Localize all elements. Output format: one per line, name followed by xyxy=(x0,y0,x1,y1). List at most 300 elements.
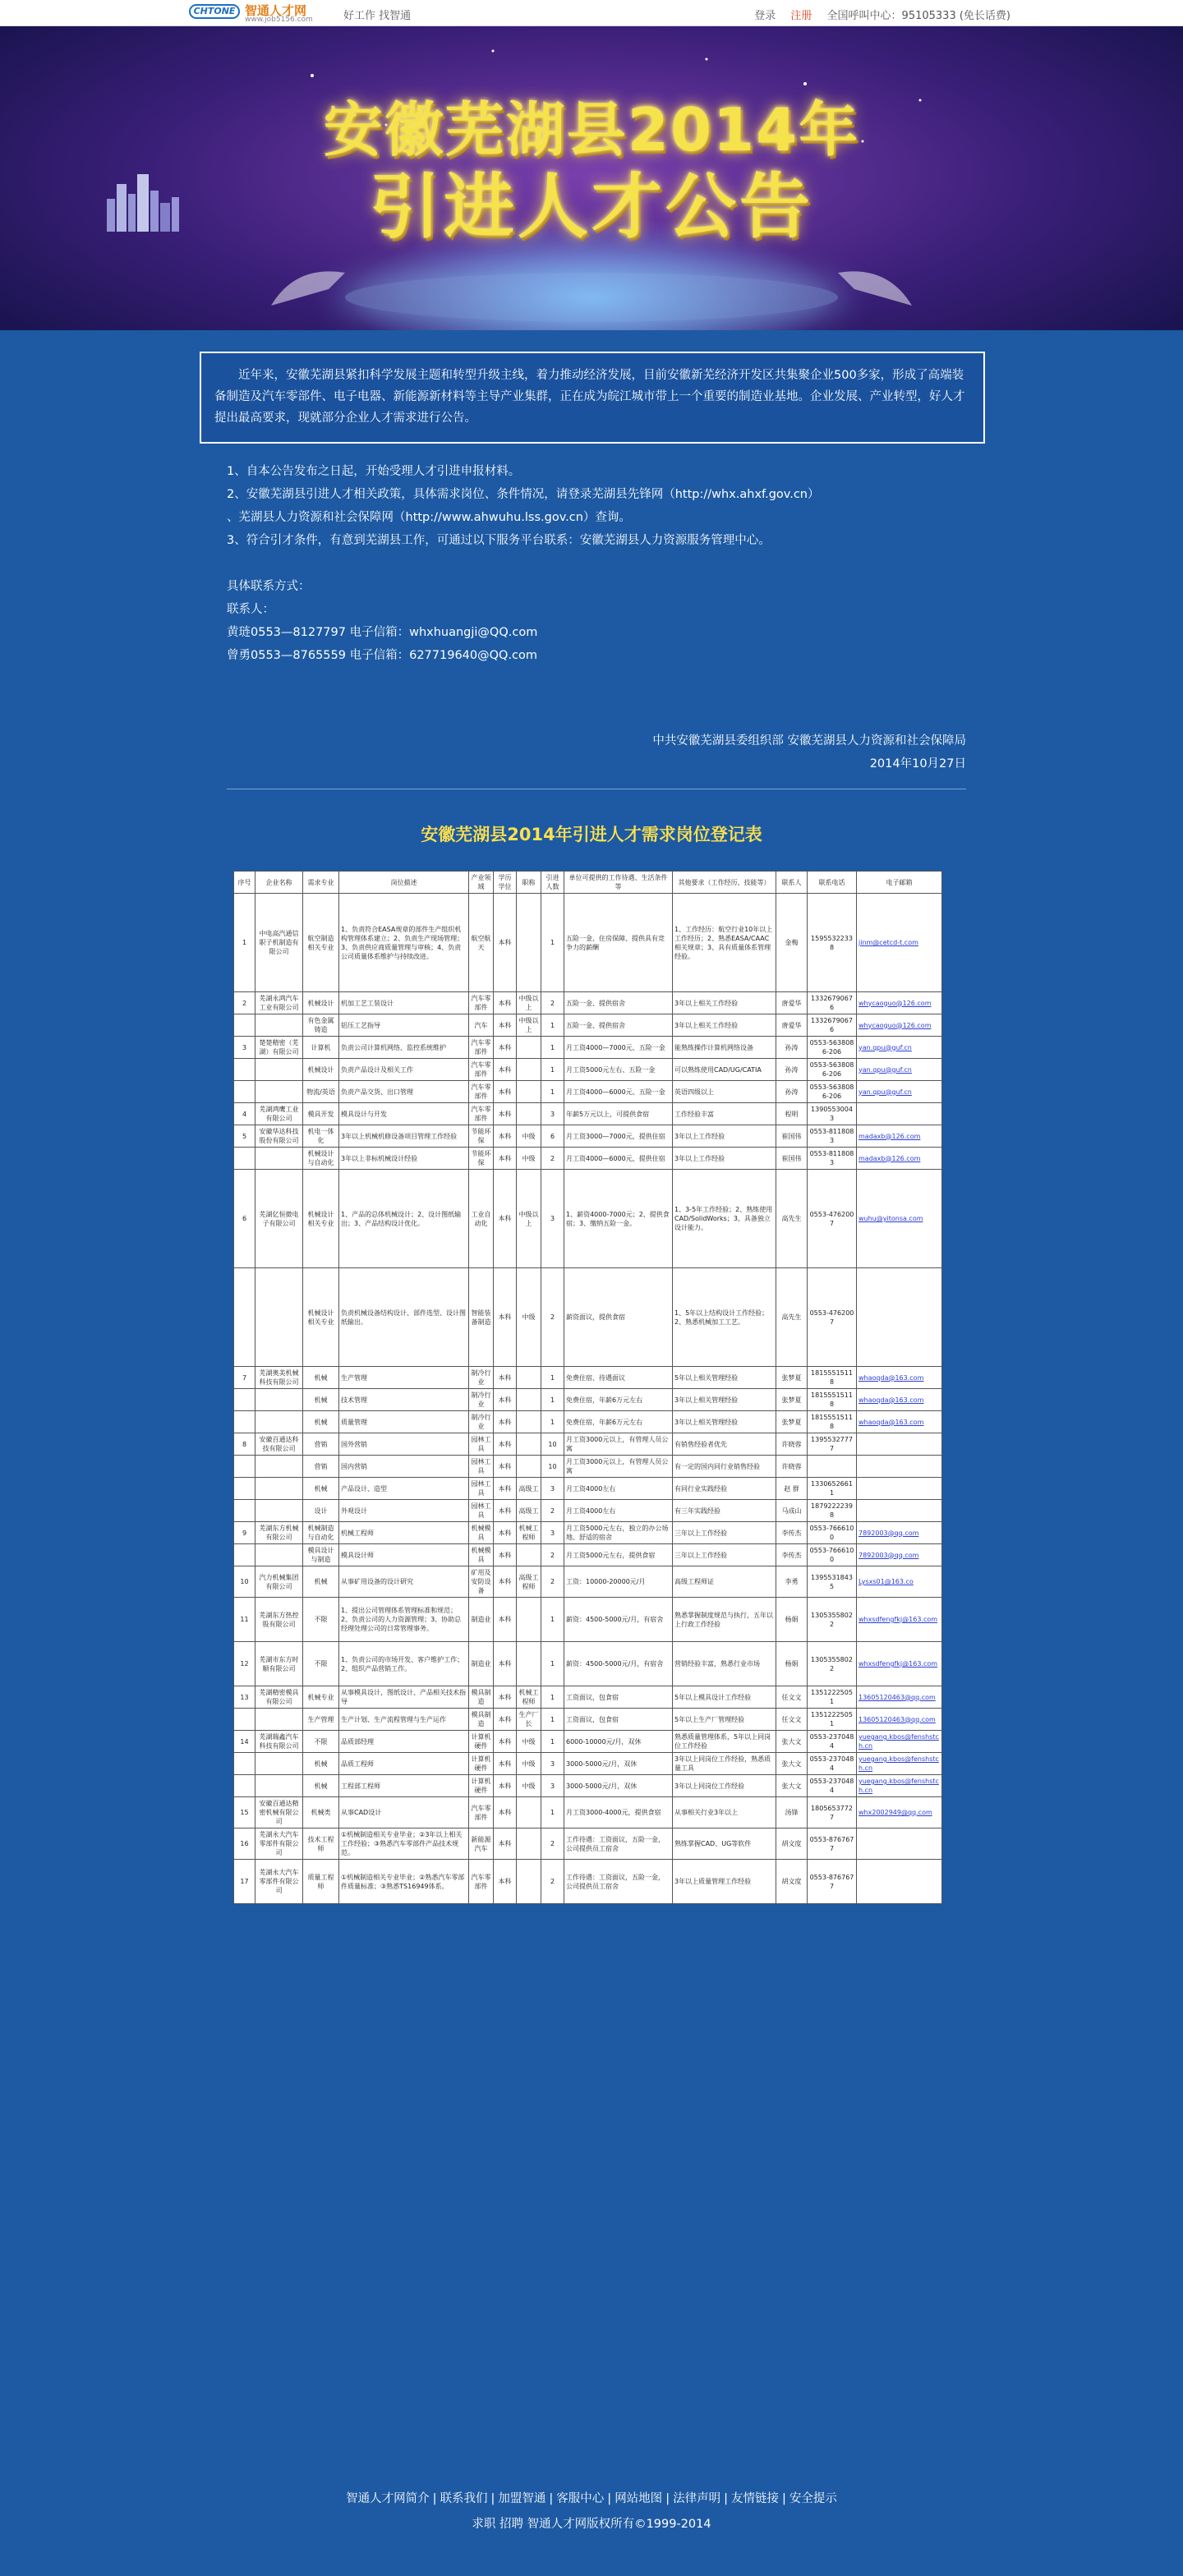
email-cell[interactable]: Lysxs01@163.co xyxy=(857,1566,942,1598)
table-cell: 中级 xyxy=(517,1148,541,1170)
table-cell: 1 xyxy=(541,1037,564,1059)
table-cell: 胡文度 xyxy=(776,1828,808,1860)
table-cell: 任文文 xyxy=(776,1686,808,1709)
table-cell: 负责产品交货、出口管理 xyxy=(339,1081,469,1103)
table-cell: 航空航天 xyxy=(469,894,494,992)
footer-separator: | xyxy=(432,2492,437,2505)
table-cell: 计算机硬件 xyxy=(469,1753,494,1775)
table-cell: 从事矿用设备的设计研究 xyxy=(339,1566,469,1598)
table-cell xyxy=(517,894,541,992)
table-cell: 生产管理 xyxy=(339,1367,469,1389)
table-cell: 制造业 xyxy=(469,1642,494,1686)
table-cell: 月工资3000元以上，有管理人员公寓 xyxy=(564,1456,673,1478)
table-cell: 安徽百通达科技有限公司 xyxy=(255,1433,303,1456)
table-cell: 机械 xyxy=(303,1367,339,1389)
table-cell: 负责机械设备结构设计、部件选型、设计图纸输出。 xyxy=(339,1268,469,1367)
table-cell xyxy=(517,1598,541,1642)
email-cell[interactable]: 7892003@qq.com xyxy=(857,1522,942,1544)
table-cell: 程明 xyxy=(776,1103,808,1125)
logo-name: 智通人才网 xyxy=(245,3,307,18)
table-cell: 园林工具 xyxy=(469,1500,494,1522)
table-cell: 新能源汽车 xyxy=(469,1828,494,1860)
table-cell: 本科 xyxy=(494,1411,517,1433)
table-cell: 3 xyxy=(234,1037,255,1059)
table-cell: 本科 xyxy=(494,1775,517,1797)
table-cell: 中级 xyxy=(517,1125,541,1148)
table-cell: 3 xyxy=(541,1478,564,1500)
table-row xyxy=(234,1566,942,1598)
job-table xyxy=(233,871,942,1904)
table-cell: 0553-8118083 xyxy=(808,1148,857,1170)
table-cell xyxy=(517,1059,541,1081)
table-cell: 园林工具 xyxy=(469,1478,494,1500)
table-cell: 1 xyxy=(541,1389,564,1411)
table-cell: 6000-10000元/月，双休 xyxy=(564,1731,673,1753)
table-cell: 高先生 xyxy=(776,1268,808,1367)
register-link[interactable]: 注册 xyxy=(790,10,812,22)
table-cell: 13905530043 xyxy=(808,1103,857,1125)
table-cell: 品质工程师 xyxy=(339,1753,469,1775)
table-cell: 机电一体化 xyxy=(303,1125,339,1148)
table-row xyxy=(234,1081,942,1103)
table-cell xyxy=(255,1753,303,1775)
table-cell: 3年以上质量管理工作经验 xyxy=(673,1860,776,1904)
table-cell: 0553-8767677 xyxy=(808,1828,857,1860)
table-cell: 计算机硬件 xyxy=(469,1775,494,1797)
table-cell: 机械工程师 xyxy=(517,1686,541,1709)
email-cell[interactable]: whaoqda@163.com xyxy=(857,1367,942,1389)
table-cell: 2 xyxy=(541,1860,564,1904)
table-cell: 崔国伟 xyxy=(776,1125,808,1148)
table-cell: 金梅 xyxy=(776,894,808,992)
table-cell: 3 xyxy=(541,1103,564,1125)
table-cell: 楚楚精密（芜湖）有限公司 xyxy=(255,1037,303,1059)
table-cell xyxy=(255,1544,303,1566)
table-cell: 李传杰 xyxy=(776,1522,808,1544)
table-cell: 机械模具 xyxy=(469,1522,494,1544)
table-row xyxy=(234,1709,942,1731)
table-cell: 不限 xyxy=(303,1598,339,1642)
table-cell: 3年以上相关工作经验 xyxy=(673,992,776,1014)
email-cell[interactable]: whycaoguo@126.com xyxy=(857,1014,942,1037)
table-cell: 9 xyxy=(234,1522,255,1544)
table-cell: 机械设计相关专业 xyxy=(303,1268,339,1367)
table-cell: 薪资面议，提供食宿 xyxy=(564,1268,673,1367)
logo-mark: CHTONE xyxy=(189,4,240,19)
table-row xyxy=(234,1775,942,1797)
table-cell: 月工资4000—6000元，提供住宿 xyxy=(564,1148,673,1170)
table-cell xyxy=(234,1148,255,1170)
table-cell: 13053558022 xyxy=(808,1642,857,1686)
table-body xyxy=(234,894,942,1904)
table-cell: 本科 xyxy=(494,1456,517,1478)
table-cell: 机械模具 xyxy=(469,1544,494,1566)
table-row xyxy=(234,1797,942,1828)
banner xyxy=(0,26,1183,330)
table-cell: 品质部经理 xyxy=(339,1731,469,1753)
table-cell: 本科 xyxy=(494,1433,517,1456)
table-cell: 机械 xyxy=(303,1775,339,1797)
table-cell: 芜湖瑞鑫汽车科技有限公司 xyxy=(255,1731,303,1753)
banner-stage-glow xyxy=(345,273,838,322)
table-cell: 本科 xyxy=(494,1059,517,1081)
table-cell: 1、提出公司管理体系管理标准和规范；2、负责公司的人力资源管理；3、协助总经理处理公司的日常管理事务。 xyxy=(339,1598,469,1642)
table-cell: 模具设计师 xyxy=(339,1544,469,1566)
table-cell: 18056537727 xyxy=(808,1797,857,1828)
table-cell: 孙涛 xyxy=(776,1037,808,1059)
table-cell: 芜湖东方机械有限公司 xyxy=(255,1522,303,1544)
table-cell: 0553-7666100 xyxy=(808,1544,857,1566)
table-cell: 外观设计 xyxy=(339,1500,469,1522)
table-cell xyxy=(234,1268,255,1367)
table-header-cell: 单位可提供的工作待遇、生活条件等 xyxy=(564,872,673,894)
table-cell: 7 xyxy=(234,1367,255,1389)
table-cell: 本科 xyxy=(494,992,517,1014)
table-cell: 本科 xyxy=(494,1522,517,1544)
table-cell: ①机械制造相关专业毕业；②熟悉汽车零部件质量标准；③熟悉TS16949体系。 xyxy=(339,1860,469,1904)
table-cell: 10 xyxy=(541,1433,564,1456)
table-cell: 10 xyxy=(541,1456,564,1478)
table-header-cell: 学历学位 xyxy=(494,872,517,894)
table-cell: 汽车零部件 xyxy=(469,1059,494,1081)
table-cell: 不限 xyxy=(303,1642,339,1686)
table-cell: 3年以上同岗位工作经验，熟悉质量工具 xyxy=(673,1753,776,1775)
table-header-cell: 其他要求（工作经历、技能等） xyxy=(673,872,776,894)
table-cell: 本科 xyxy=(494,1125,517,1148)
table-cell: 6 xyxy=(234,1170,255,1268)
table-row xyxy=(234,1268,942,1367)
table-cell: 1 xyxy=(541,1367,564,1389)
table-cell: 汽力机械集团有限公司 xyxy=(255,1566,303,1598)
table-cell: 本科 xyxy=(494,1389,517,1411)
table-cell: 13 xyxy=(234,1686,255,1709)
table-cell: 汽车零部件 xyxy=(469,992,494,1014)
contact-1: 黄琏0553—8127797 电子信箱：whxhuangji@QQ.com xyxy=(227,626,538,639)
table-cell: 0553-8118083 xyxy=(808,1125,857,1148)
footer-link[interactable]: 客服中心 xyxy=(556,2492,605,2505)
table-cell: 芜湖鸿鹰工业有限公司 xyxy=(255,1103,303,1125)
table-cell: 中级 xyxy=(517,1753,541,1775)
table-cell: 1、工作经历：航空行业10年以上工作经历；2、熟悉EASA/CAAC相关规章；3、具有质量体系管理经验。 xyxy=(673,894,776,992)
table-cell: 1、5年以上结构设计工作经验；2、熟悉机械加工工艺。 xyxy=(673,1268,776,1367)
table-cell xyxy=(517,1797,541,1828)
table-cell: 免费住宿，年薪6万元左右 xyxy=(564,1411,673,1433)
email-cell[interactable]: yan.qpu@guf.cn xyxy=(857,1059,942,1081)
table-cell: 芜湖奥美机械科技有限公司 xyxy=(255,1367,303,1389)
table-cell: 本科 xyxy=(494,1367,517,1389)
table-cell: 14 xyxy=(234,1731,255,1753)
table-cell: 本科 xyxy=(494,1709,517,1731)
footer-link[interactable]: 网站地图 xyxy=(615,2492,663,2505)
table-cell: 杨娟 xyxy=(776,1642,808,1686)
table-cell: 高级工 xyxy=(517,1478,541,1500)
table-cell: 机械工程师 xyxy=(517,1522,541,1544)
table-cell: 机加工艺工装设计 xyxy=(339,992,469,1014)
table-cell: 3年以上工作经验 xyxy=(673,1125,776,1148)
table-cell: 从事相关行业3年以上 xyxy=(673,1797,776,1828)
table-cell xyxy=(517,1828,541,1860)
signature-org: 中共安徽芜湖县委组织部 安徽芜湖县人力资源和社会保障局 xyxy=(652,734,966,748)
table-cell: 0553-4762007 xyxy=(808,1268,857,1367)
table-cell: 熟悉掌握制度规范与执行，五年以上行政工作经验 xyxy=(673,1598,776,1642)
email-cell[interactable]: madaxb@126.com xyxy=(857,1148,942,1170)
table-cell: 1 xyxy=(541,1797,564,1828)
top-right-links xyxy=(754,7,1010,22)
table-cell: 月工资5000元左右，提供食宿 xyxy=(564,1544,673,1566)
table-cell: 18155515118 xyxy=(808,1411,857,1433)
table-cell xyxy=(255,1081,303,1103)
table-cell: 杨娟 xyxy=(776,1598,808,1642)
table-cell xyxy=(234,1411,255,1433)
table-cell: 5年以上模具设计工作经验 xyxy=(673,1686,776,1709)
footer-link[interactable]: 联系我们 xyxy=(440,2492,488,2505)
email-cell[interactable]: 7892003@qq.com xyxy=(857,1544,942,1566)
table-cell: 节能环保 xyxy=(469,1148,494,1170)
table-cell: 高先生 xyxy=(776,1170,808,1268)
table-cell: 熟练掌握CAD、UG等软件 xyxy=(673,1828,776,1860)
footer xyxy=(0,2489,1183,2532)
table-row xyxy=(234,1125,942,1148)
table-cell: 12 xyxy=(234,1642,255,1686)
table-cell: 薪资：4500-5000元/月，有宿舍 xyxy=(564,1642,673,1686)
footer-separator: | xyxy=(490,2492,495,2505)
table-cell: 汽车零部件 xyxy=(469,1081,494,1103)
table-cell xyxy=(517,1433,541,1456)
table-cell: 月工资3000元以上，有管理人员公寓 xyxy=(564,1433,673,1456)
table-cell: 本科 xyxy=(494,1037,517,1059)
table-cell: 制冷行业 xyxy=(469,1367,494,1389)
table-cell: ①机械制造相关专业毕业；②3年以上相关工作经验；③熟悉汽车零部件产品技术规范。 xyxy=(339,1828,469,1860)
table-cell: 0553-7666100 xyxy=(808,1522,857,1544)
table-cell: 5 xyxy=(234,1125,255,1148)
table-cell: 张大文 xyxy=(776,1753,808,1775)
email-cell[interactable]: yan.qpu@guf.cn xyxy=(857,1081,942,1103)
intro-text: 近年来，安徽芜湖县紧扣科学发展主题和转型升级主线，着力推动经济发展，目前安徽新芜经济开发区共集聚企业500多家，形成了高端装备制造及汽车零部件、电子电器、新能源新材料等主导产业集群，正在成为皖江城市带上一个重要的制造业基地。企业发展、产业转型，好人才提出最高要求，现就部分企业人才需求进行公告。 xyxy=(214,369,965,425)
table-cell: 8 xyxy=(234,1433,255,1456)
table-cell: 三年以上工作经验 xyxy=(673,1522,776,1544)
email-cell[interactable]: yuegang.kbos@fenshstch.cn xyxy=(857,1731,942,1753)
table-row xyxy=(234,1753,942,1775)
table-cell: 4 xyxy=(234,1103,255,1125)
table-cell: 工作待遇：工资面议，五险一金，公司提供员工宿舍 xyxy=(564,1828,673,1860)
email-cell[interactable]: 13605120463@qq.com xyxy=(857,1686,942,1709)
table-cell: 0553-5638086-206 xyxy=(808,1059,857,1081)
table-cell: 0553-2370484 xyxy=(808,1731,857,1753)
table-cell: 可以熟练使用CAD/UG/CATIA xyxy=(673,1059,776,1081)
table-cell: 工作待遇：工资面议，五险一金，公司提供员工宿舍 xyxy=(564,1860,673,1904)
table-cell: 唐爱华 xyxy=(776,992,808,1014)
table-row xyxy=(234,1522,942,1544)
table-cell: 国内营销 xyxy=(339,1456,469,1478)
table-cell: 本科 xyxy=(494,1103,517,1125)
table-cell: 有销售经验者优先 xyxy=(673,1433,776,1456)
table-cell: 月工资4000左右 xyxy=(564,1500,673,1522)
notice-item-1: 1、自本公告发布之日起，开始受理人才引进申报材料。 xyxy=(227,465,521,478)
table-cell: 2 xyxy=(541,1500,564,1522)
table-header-cell: 联系人 xyxy=(776,872,808,894)
table-cell: 国外营销 xyxy=(339,1433,469,1456)
table-cell: 张梦夏 xyxy=(776,1367,808,1389)
table-cell: 3 xyxy=(541,1522,564,1544)
table-cell: 2 xyxy=(234,992,255,1014)
table-cell: 3年以上相关工作经验 xyxy=(673,1014,776,1037)
table-cell: 13955327777 xyxy=(808,1433,857,1456)
table-cell: 安徽百通达精密机械有限公司 xyxy=(255,1797,303,1828)
table-cell: 矿用及安防设备 xyxy=(469,1566,494,1598)
table-cell: 芜湖精密模具有限公司 xyxy=(255,1686,303,1709)
table-header-cell: 需求专业 xyxy=(303,872,339,894)
table-cell: 1 xyxy=(541,894,564,992)
table-cell: 免费住宿，年薪6万元左右 xyxy=(564,1389,673,1411)
table-cell: 孙涛 xyxy=(776,1081,808,1103)
table-cell: 3年以上同岗位工作经验 xyxy=(673,1775,776,1797)
email-cell[interactable]: whaoqda@163.com xyxy=(857,1389,942,1411)
table-cell: 中级 xyxy=(517,1775,541,1797)
login-link[interactable]: 登录 xyxy=(754,10,776,22)
table-cell: 芜湖东方热控股有限公司 xyxy=(255,1598,303,1642)
email-cell[interactable]: yan.qpu@guf.cn xyxy=(857,1037,942,1059)
table-cell: 1 xyxy=(541,1059,564,1081)
email-cell xyxy=(857,1433,942,1456)
email-cell[interactable]: whxsdfengfkj@163.com xyxy=(857,1598,942,1642)
table-cell: 3 xyxy=(541,1775,564,1797)
table-cell xyxy=(517,1456,541,1478)
table-cell xyxy=(255,1456,303,1478)
table-cell: 生产管理 xyxy=(303,1709,339,1731)
table-cell: 模具设计与开发 xyxy=(339,1103,469,1125)
table-cell: 3 xyxy=(541,1753,564,1775)
table-row xyxy=(234,1478,942,1500)
table-row xyxy=(234,1037,942,1059)
table-cell: 张梦夏 xyxy=(776,1389,808,1411)
table-cell xyxy=(234,1389,255,1411)
table-cell: 3年以上相关管理经验 xyxy=(673,1411,776,1433)
table-cell: 2 xyxy=(541,1566,564,1598)
email-cell xyxy=(857,1103,942,1125)
email-cell[interactable]: yuegang.kbos@fenshstch.cn xyxy=(857,1753,942,1775)
email-cell[interactable]: 13605120463@qq.com xyxy=(857,1709,942,1731)
email-cell[interactable]: whx2002949@qq.com xyxy=(857,1797,942,1828)
table-cell: 有一定的国内同行业销售经验 xyxy=(673,1456,776,1478)
table-cell: 机械设计 xyxy=(303,1059,339,1081)
table-cell: 本科 xyxy=(494,1731,517,1753)
table-cell: 18155515118 xyxy=(808,1389,857,1411)
email-cell xyxy=(857,1860,942,1904)
table-cell: 不限 xyxy=(303,1731,339,1753)
table-cell: 机械 xyxy=(303,1753,339,1775)
table-cell: 2 xyxy=(541,1828,564,1860)
footer-link[interactable]: 安全提示 xyxy=(789,2492,837,2505)
table-cell xyxy=(234,1753,255,1775)
table-cell: 16 xyxy=(234,1828,255,1860)
notice-item-3: 3、符合引才条件，有意到芜湖县工作，可通过以下服务平台联系：安徽芜湖县人力资源服务管理中心。 xyxy=(227,534,771,547)
table-cell: 1 xyxy=(541,1081,564,1103)
table-cell: 月工资5000元左右，独立的办公场地、舒适的宿舍 xyxy=(564,1522,673,1544)
table-cell: 孙涛 xyxy=(776,1059,808,1081)
table-row xyxy=(234,1433,942,1456)
table-cell: 芜湖永鸿汽车工业有限公司 xyxy=(255,992,303,1014)
table-cell: 本科 xyxy=(494,1148,517,1170)
table-cell: 五险一金、提供宿舍 xyxy=(564,992,673,1014)
table-cell xyxy=(234,1544,255,1566)
table-cell: 1 xyxy=(541,1014,564,1037)
table-row xyxy=(234,1828,942,1860)
table-cell: 技术管理 xyxy=(339,1389,469,1411)
table-cell: 生产厂长 xyxy=(517,1709,541,1731)
table-cell: 3年以上机械机修设备项目管理工作经验 xyxy=(339,1125,469,1148)
table-cell xyxy=(517,1389,541,1411)
email-cell[interactable]: whycaoguo@126.com xyxy=(857,992,942,1014)
email-cell[interactable]: jinm@cetcd-t.com xyxy=(857,894,942,992)
table-cell: 汽车 xyxy=(469,1014,494,1037)
table-cell: 质量工程师 xyxy=(303,1860,339,1904)
table-cell xyxy=(234,1478,255,1500)
table-cell xyxy=(517,1411,541,1433)
contact-label: 联系人： xyxy=(227,603,274,616)
email-cell[interactable]: wuhu@yitonsa.com xyxy=(857,1170,942,1268)
table-cell: 许晓蓉 xyxy=(776,1433,808,1456)
email-cell[interactable]: whaoqda@163.com xyxy=(857,1411,942,1433)
table-cell: 节能环保 xyxy=(469,1125,494,1148)
logo-url: www.job5156.com xyxy=(245,16,313,24)
footer-link[interactable]: 加盟智通 xyxy=(498,2492,546,2505)
notice-item-2b: 、芜湖县人力资源和社会保障网（http://www.ahwuhu.lss.gov.cn）查询。 xyxy=(227,511,631,524)
table-cell: 本科 xyxy=(494,1860,517,1904)
notice-section xyxy=(227,460,966,667)
banner-title-line1: 安徽芜湖县2014年 xyxy=(323,95,860,164)
table-cell xyxy=(255,1389,303,1411)
table-cell: 免费住宿、待遇面议 xyxy=(564,1367,673,1389)
table-cell: 工资面议，包食宿 xyxy=(564,1709,673,1731)
footer-link[interactable]: 友情链接 xyxy=(730,2492,779,2505)
table-cell xyxy=(234,1500,255,1522)
table-cell xyxy=(255,1059,303,1081)
table-cell: 汤锋 xyxy=(776,1797,808,1828)
table-cell xyxy=(234,1081,255,1103)
table-cell: 从事CAD设计 xyxy=(339,1797,469,1828)
table-cell: 1、产品的总体机械设计；2、设计图纸输出；3、产品结构设计优化。 xyxy=(339,1170,469,1268)
table-cell: 1 xyxy=(541,1642,564,1686)
table-cell: 汽车零部件 xyxy=(469,1797,494,1828)
table-cell: 工作经验丰富 xyxy=(673,1103,776,1125)
table-cell: 本科 xyxy=(494,1544,517,1566)
site-slogan: 好工作 找智通 xyxy=(343,10,412,22)
contact-2: 曾勇0553—8765559 电子信箱：627719640@QQ.com xyxy=(227,649,538,662)
email-cell[interactable]: yuegang.kbos@fenshstch.cn xyxy=(857,1775,942,1797)
table-cell xyxy=(234,1709,255,1731)
table-row xyxy=(234,1686,942,1709)
table-cell: 1 xyxy=(541,1709,564,1731)
table-cell: 中级 xyxy=(517,1268,541,1367)
table-cell xyxy=(234,1775,255,1797)
table-cell: 马成山 xyxy=(776,1500,808,1522)
table-cell: 机械 xyxy=(303,1566,339,1598)
hotline-text: 全国呼叫中心：95105333 (免长话费) xyxy=(826,10,1010,22)
email-cell[interactable]: whxsdfengfkj@163.com xyxy=(857,1642,942,1686)
table-cell: 张大文 xyxy=(776,1731,808,1753)
table-cell xyxy=(517,1081,541,1103)
table-cell: 产品设计、造型 xyxy=(339,1478,469,1500)
footer-link[interactable]: 智通人才网简介 xyxy=(346,2492,430,2505)
email-cell[interactable]: madaxb@126.com xyxy=(857,1125,942,1148)
table-cell: 中级 xyxy=(517,1731,541,1753)
table-cell: 物流/英语 xyxy=(303,1081,339,1103)
footer-separator: | xyxy=(724,2492,728,2505)
table-row xyxy=(234,1170,942,1268)
table-cell: 13326790676 xyxy=(808,992,857,1014)
table-cell: 模具制造 xyxy=(469,1686,494,1709)
footer-link[interactable]: 法律声明 xyxy=(673,2492,721,2505)
